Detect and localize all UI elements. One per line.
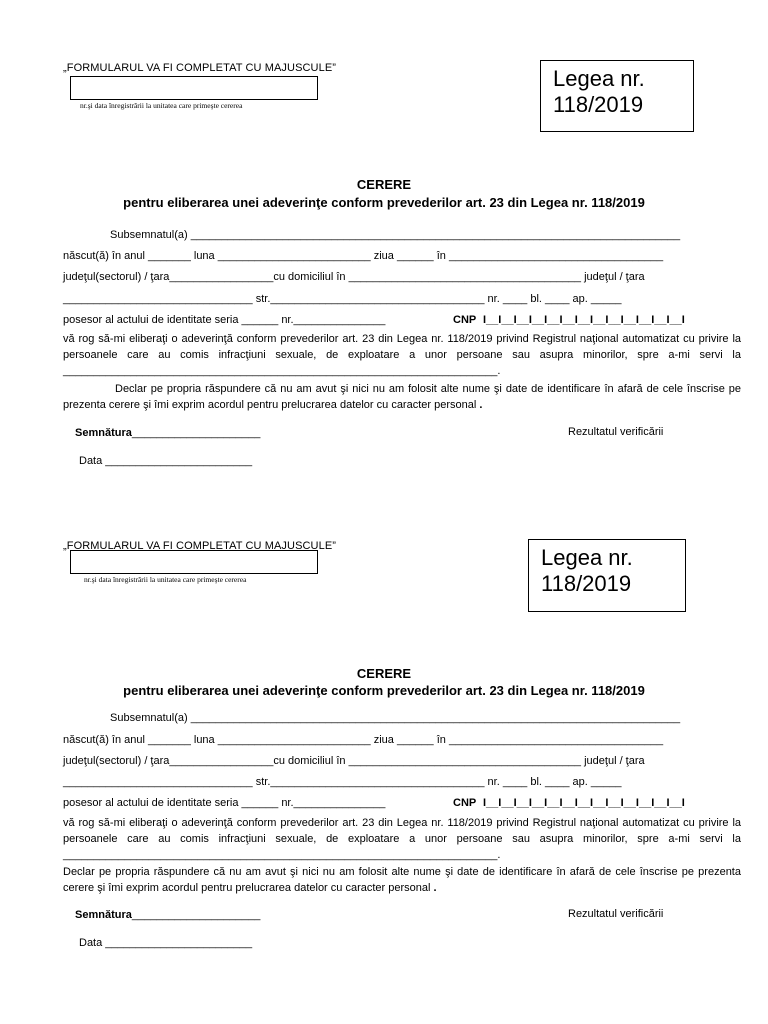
capital-letters-note: „FORMULARUL VA FI COMPLETAT CU MAJUSCULE” bbox=[63, 62, 337, 74]
registration-number-field[interactable] bbox=[70, 550, 318, 574]
declaration-end: . bbox=[479, 399, 483, 411]
declaration-paragraph bbox=[63, 381, 741, 413]
declaration-text: Declar pe propria răspundere că nu am avut şi nici nu am folosit alte nume şi date de identificare în afară de cele înscrise pe prezenta cerere şi îmi exprim acordul pentru prelucrarea datelor cu caracter personal bbox=[63, 866, 741, 894]
county-domicile-line[interactable]: judeţul(sectorul) / ţara_________________cu domiciliul în ______________________________________ judeţul / ţara bbox=[63, 271, 645, 283]
form-title: CERERE bbox=[356, 177, 412, 192]
birth-line[interactable]: născut(ă) în anul _______ luna _________________________ ziua ______ în ___________________________________ bbox=[63, 734, 664, 746]
signature-label: Semnătura bbox=[75, 427, 132, 439]
cnp-label: CNP bbox=[453, 314, 477, 326]
registration-caption: nr.şi data înregistrării la unitatea care primeşte cererea bbox=[84, 575, 247, 584]
registration-number-field[interactable] bbox=[70, 76, 318, 100]
request-paragraph bbox=[63, 815, 741, 863]
capital-letters-note: „FORMULARUL VA FI COMPLETAT CU MAJUSCULE” bbox=[63, 540, 337, 552]
cnp-label: CNP bbox=[453, 797, 477, 809]
form-subtitle: pentru eliberarea unei adeverinţe conform prevederilor art. 23 din Legea nr. 118/2019 bbox=[123, 683, 645, 698]
cnp-boxes[interactable]: I__I__I__I__I__I__I__I__I__I__I__I__I__I bbox=[483, 314, 685, 326]
request-form-1 bbox=[0, 0, 768, 500]
county-domicile-line[interactable]: judeţul(sectorul) / ţara_________________cu domiciliul în ______________________________________ judeţul / ţara bbox=[63, 755, 645, 767]
signature-line[interactable]: _____________________ bbox=[131, 909, 261, 921]
id-document-line[interactable]: posesor al actului de identitate seria ______ nr._______________ bbox=[63, 314, 386, 326]
signature-label: Semnătura bbox=[75, 909, 132, 921]
request-text: vă rog să-mi eliberaţi o adeverinţă conform prevederilor art. 23 din Legea nr. 118/2019 privind Registrul naţional automatizat cu privire la persoanele care au comis infracţiuni sexuale, de exploatare a unor persoane sau asupra minorilor, spre a-mi servi la _______________________________________________________________________. bbox=[63, 817, 741, 861]
law-box-line-2: 118/2019 bbox=[541, 571, 632, 596]
request-paragraph bbox=[63, 331, 741, 379]
name-line[interactable]: Subsemnatul(a) ________________________________________________________________________________ bbox=[110, 229, 681, 241]
street-address-line[interactable]: _______________________________ str.___________________________________ nr. ____ bl. ____ ap. _____ bbox=[63, 293, 622, 305]
birth-line[interactable]: născut(ă) în anul _______ luna _________________________ ziua ______ în ___________________________________ bbox=[63, 250, 664, 262]
date-line[interactable]: Data ________________________ bbox=[79, 455, 253, 467]
form-title: CERERE bbox=[356, 666, 412, 681]
declaration-text: Declar pe propria răspundere că nu am avut şi nici nu am folosit alte nume şi date de identificare în afară de cele înscrise pe prezenta cerere şi îmi exprim acordul pentru prelucrarea datelor cu caracter personal bbox=[63, 383, 741, 411]
law-reference-box bbox=[540, 60, 694, 132]
declaration-end: . bbox=[433, 882, 437, 894]
law-reference-box bbox=[528, 539, 686, 612]
form-subtitle: pentru eliberarea unei adeverinţe conform prevederilor art. 23 din Legea nr. 118/2019 bbox=[123, 195, 645, 210]
law-box-line-2: 118/2019 bbox=[553, 92, 644, 117]
registration-caption: nr.şi data înregistrării la unitatea care primeşte cererea bbox=[80, 101, 243, 110]
verification-result-label: Rezultatul verificării bbox=[568, 426, 664, 438]
request-text: vă rog să-mi eliberaţi o adeverinţă conform prevederilor art. 23 din Legea nr. 118/2019 privind Registrul naţional automatizat cu privire la persoanele care au comis infracţiuni sexuale, de exploatare a unor persoane sau asupra minorilor, spre a-mi servi la _______________________________________________________________________. bbox=[63, 333, 741, 377]
law-box-line-1: Legea nr. bbox=[541, 545, 633, 570]
signature-line[interactable]: _____________________ bbox=[131, 427, 261, 439]
id-document-line[interactable]: posesor al actului de identitate seria ______ nr._______________ bbox=[63, 797, 386, 809]
signature-row[interactable] bbox=[75, 427, 260, 439]
request-form-2 bbox=[0, 478, 768, 978]
verification-result-label: Rezultatul verificării bbox=[568, 908, 664, 920]
cnp-boxes[interactable]: I__I__I__I__I__I__I__I__I__I__I__I__I__I bbox=[483, 797, 685, 809]
date-line[interactable]: Data ________________________ bbox=[79, 937, 253, 949]
street-address-line[interactable]: _______________________________ str.___________________________________ nr. ____ bl. ____ ap. _____ bbox=[63, 776, 622, 788]
name-line[interactable]: Subsemnatul(a) ________________________________________________________________________________ bbox=[110, 712, 681, 724]
declaration-paragraph bbox=[63, 864, 741, 896]
signature-row[interactable] bbox=[75, 909, 260, 921]
law-box-line-1: Legea nr. bbox=[553, 66, 645, 91]
